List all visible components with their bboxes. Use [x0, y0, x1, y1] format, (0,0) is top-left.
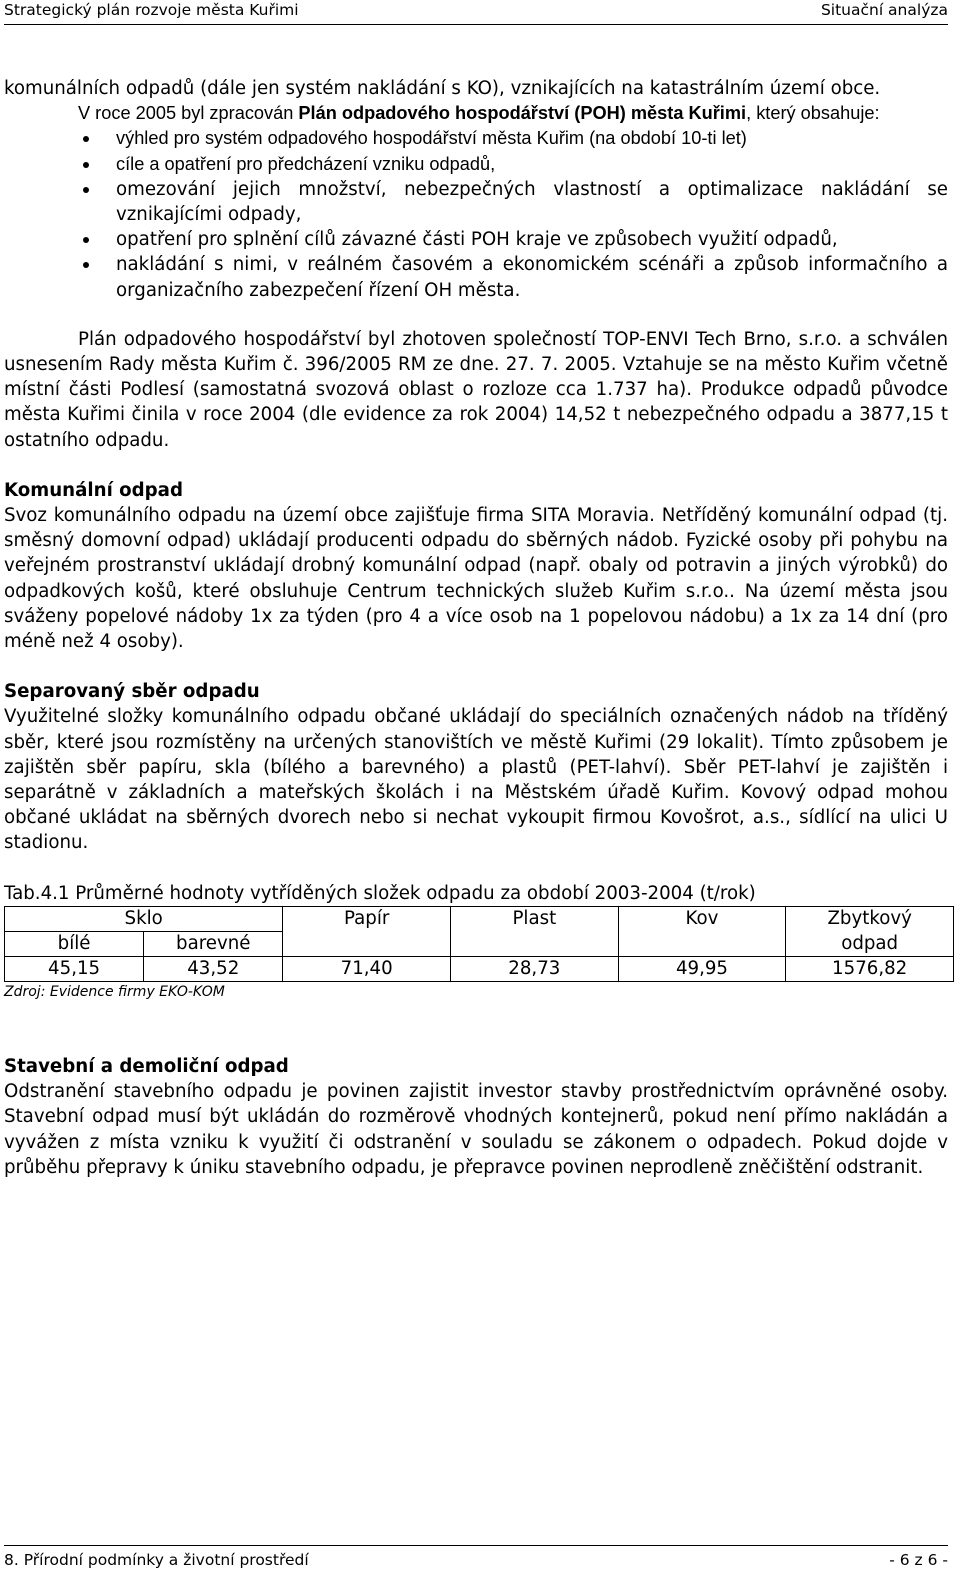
- table-header-kov: Kov: [618, 906, 786, 956]
- list-item: cíle a opatření pro předcházení vzniku odpadů,: [116, 152, 948, 177]
- page-footer: [4, 1545, 948, 1574]
- separovany-heading: Separovaný sběr odpadu: [4, 681, 260, 703]
- table-header-zbytkovy: Zbytkový: [786, 906, 954, 931]
- komunalni-paragraph: Svoz komunálního odpadu na území obce zajišťuje firma SITA Moravia. Netříděný komunální odpad (tj. směsný domovní odpad) ukládají producenti odpadu do sběrných nádob. Fyzické osoby při pohybu na veřejném prostranství ukládají drobný komunální odpad (např. obaly od potravin a jiných výrobků) do odpadkových košů, které obsluhuje Centrum technických služeb Kuřim s.r.o.. Na území města jsou sváženy popelové nádoby 1x za týden (pro 4 a více osob na 1 popelovou nádobu) a 1x za 14 dní (pro méně než 4 osoby).: [4, 505, 948, 653]
- table-header-barevne: barevné: [144, 931, 283, 956]
- table-source: Zdroj: Evidence firmy EKO-KOM: [4, 983, 225, 1000]
- poh-intro-text: V roce 2005 byl zpracován: [78, 103, 299, 124]
- footer-chapter: 8. Přírodní podmínky a životní prostředí: [4, 1551, 309, 1569]
- table-cell: 28,73: [451, 956, 619, 981]
- table-row: [5, 906, 954, 931]
- list-item: opatření pro splnění cílů závazné části POH kraje ve způsobech využití odpadů,: [116, 227, 948, 252]
- poh-contents-list: [4, 126, 948, 302]
- intro-paragraph: komunálních odpadů (dále jen systém nakládání s KO), vznikajících na katastrálním území obce.: [4, 78, 881, 99]
- list-item: omezování jejich množství, nebezpečných vlastností a optimalizace nakládání se vznikajícími odpady,: [116, 177, 948, 227]
- waste-table: [4, 906, 954, 982]
- page-header: [4, 0, 948, 25]
- table-cell: 71,40: [283, 956, 451, 981]
- list-item: nakládání s nimi, v reálném časovém a ekonomickém scénáři a způsob informačního a organizačního zabezpečení řízení OH města.: [116, 252, 948, 302]
- table-caption: Tab.4.1 Průměrné hodnoty vytříděných složek odpadu za období 2003-2004 (t/rok): [4, 882, 756, 904]
- table-cell: 43,52: [144, 956, 283, 981]
- poh-details-paragraph: Plán odpadového hospodářství byl zhotoven společností TOP-ENVI Tech Brno, s.r.o. a schválen usnesením Rady města Kuřim č. 396/2005 RM ze dne. 27. 7. 2005. Vztahuje se na město Kuřim včetně místní části Podlesí (samostatná svozová oblast o rozloze cca 1.737 ha). Produkce odpadů původce města Kuřimi činila v roce 2004 (dle evidence za rok 2004) 14,52 t nebezpečného odpadu a 3877,15 t ostatního odpadu.: [4, 328, 948, 451]
- komunalni-heading: Komunální odpad: [4, 479, 183, 501]
- header-section-title: Situační analýza: [820, 1, 948, 19]
- page-content: [4, 76, 948, 1180]
- table-cell: 1576,82: [786, 956, 954, 981]
- table-header-sklo: Sklo: [5, 906, 283, 931]
- table-cell: 49,95: [618, 956, 786, 981]
- poh-intro-suffix: , který obsahuje:: [746, 103, 880, 124]
- header-document-title: Strategický plán rozvoje města Kuřimi: [4, 1, 299, 19]
- table-header-plast: Plast: [451, 906, 619, 956]
- table-cell: 45,15: [5, 956, 144, 981]
- table-row: [5, 956, 954, 981]
- list-item: výhled pro systém odpadového hospodářství města Kuřim (na období 10-ti let): [116, 126, 948, 151]
- poh-intro-paragraph: [4, 101, 948, 126]
- table-header-odpad: odpad: [786, 931, 954, 956]
- separovany-paragraph: Využitelné složky komunálního odpadu občané ukládají do speciálních označených nádob na tříděný sběr, které jsou rozmístěny na určených stanovištích ve městě Kuřimi (29 lokalit). Tímto způsobem je zajištěn sběr papíru, skla (bílého a barevného) a plastů (PET-lahví). Sběr PET-lahví je zajištěn i separátně v základních a mateřských školách i na Městském úřadě Kuřim. Kovový odpad mohou občané ukládat na sběrných dvorech nebo si nechat vykoupit firmou Kovošrot, a.s., sídlící na ulici U stadionu.: [4, 706, 948, 854]
- table-header-papir: Papír: [283, 906, 451, 956]
- stavebni-heading: Stavební a demoliční odpad: [4, 1055, 289, 1077]
- footer-page-number: - 6 z 6 -: [889, 1551, 948, 1569]
- stavebni-paragraph: Odstranění stavebního odpadu je povinen zajistit investor stavby prostřednictvím oprávněné osoby. Stavební odpad musí být ukládán do rozměrově vhodných kontejnerů, pokud není přímo nakládán a vyvážen z místa vzniku k využití či odstranění v souladu se zákonem o odpadech. Pokud dojde v průběhu přepravy k úniku stavebního odpadu, je přepravce povinen neprodleně zněčištění odstranit.: [4, 1081, 948, 1178]
- table-header-bile: bílé: [5, 931, 144, 956]
- poh-plan-name: Plán odpadového hospodářství (POH) města Kuřimi: [298, 103, 747, 124]
